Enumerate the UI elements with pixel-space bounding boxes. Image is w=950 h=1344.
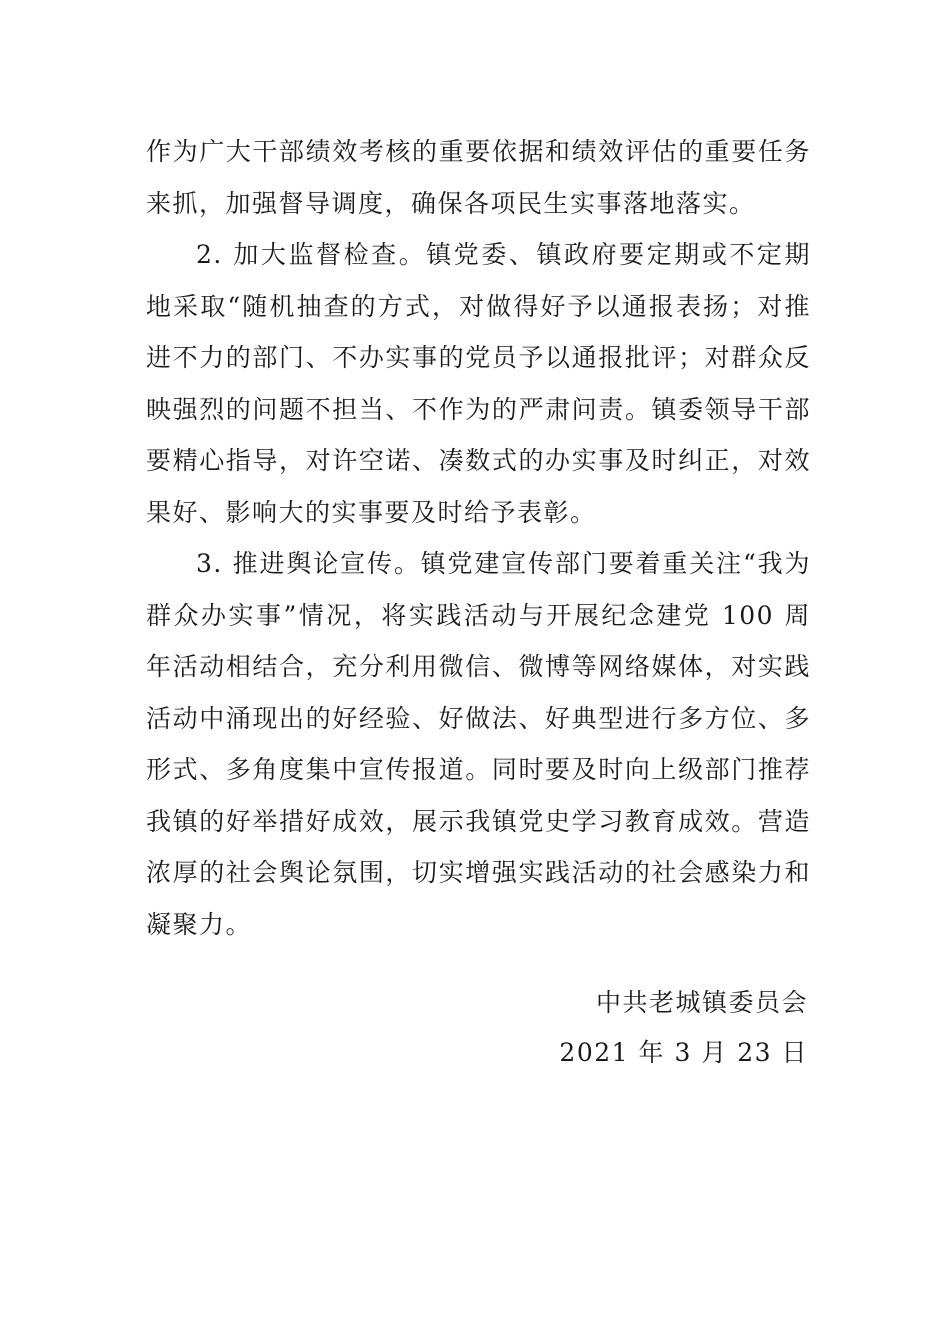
paragraph-continuation: 作为广大干部绩效考核的重要依据和绩效评估的重要任务来抓，加强督导调度，确保各项民生实事落地落实。 [146,137,811,218]
paragraph-supervision: 2. 加大监督检查。镇党委、镇政府要定期或不定期地采取“随机抽查的方式，对做得好予以通报表扬；对推进不力的部门、不办实事的党员予以通报批评；对群众反映强烈的问题不担当、不作为的严肃问责。镇委领导干部要精心指导，对许空诺、凑数式的办实事及时纠正，对效果好、影响大的实事要及时给予表彰。 [146,240,811,527]
signature-date: 2021 年 3 月 23 日 [559,1038,808,1067]
document-body [146,126,811,950]
paragraph-publicity: 3. 推进舆论宣传。镇党建宣传部门要着重关注“我为群众办实事”情况，将实践活动与开展纪念建党 100 周年活动相结合，充分利用微信、微博等网络媒体，对实践活动中涌现出的好经验、好做法、好典型进行多方位、多形式、多角度集中宣传报道。同时要及时向上级部门推荐我镇的好举措好成效，展示我镇党史学习教育成效。营造浓厚的社会舆论氛围，切实增强实践活动的社会感染力和凝聚力。 [146,549,811,939]
signature-organization: 中共老城镇委员会 [595,988,808,1017]
signature-block [559,978,808,1078]
